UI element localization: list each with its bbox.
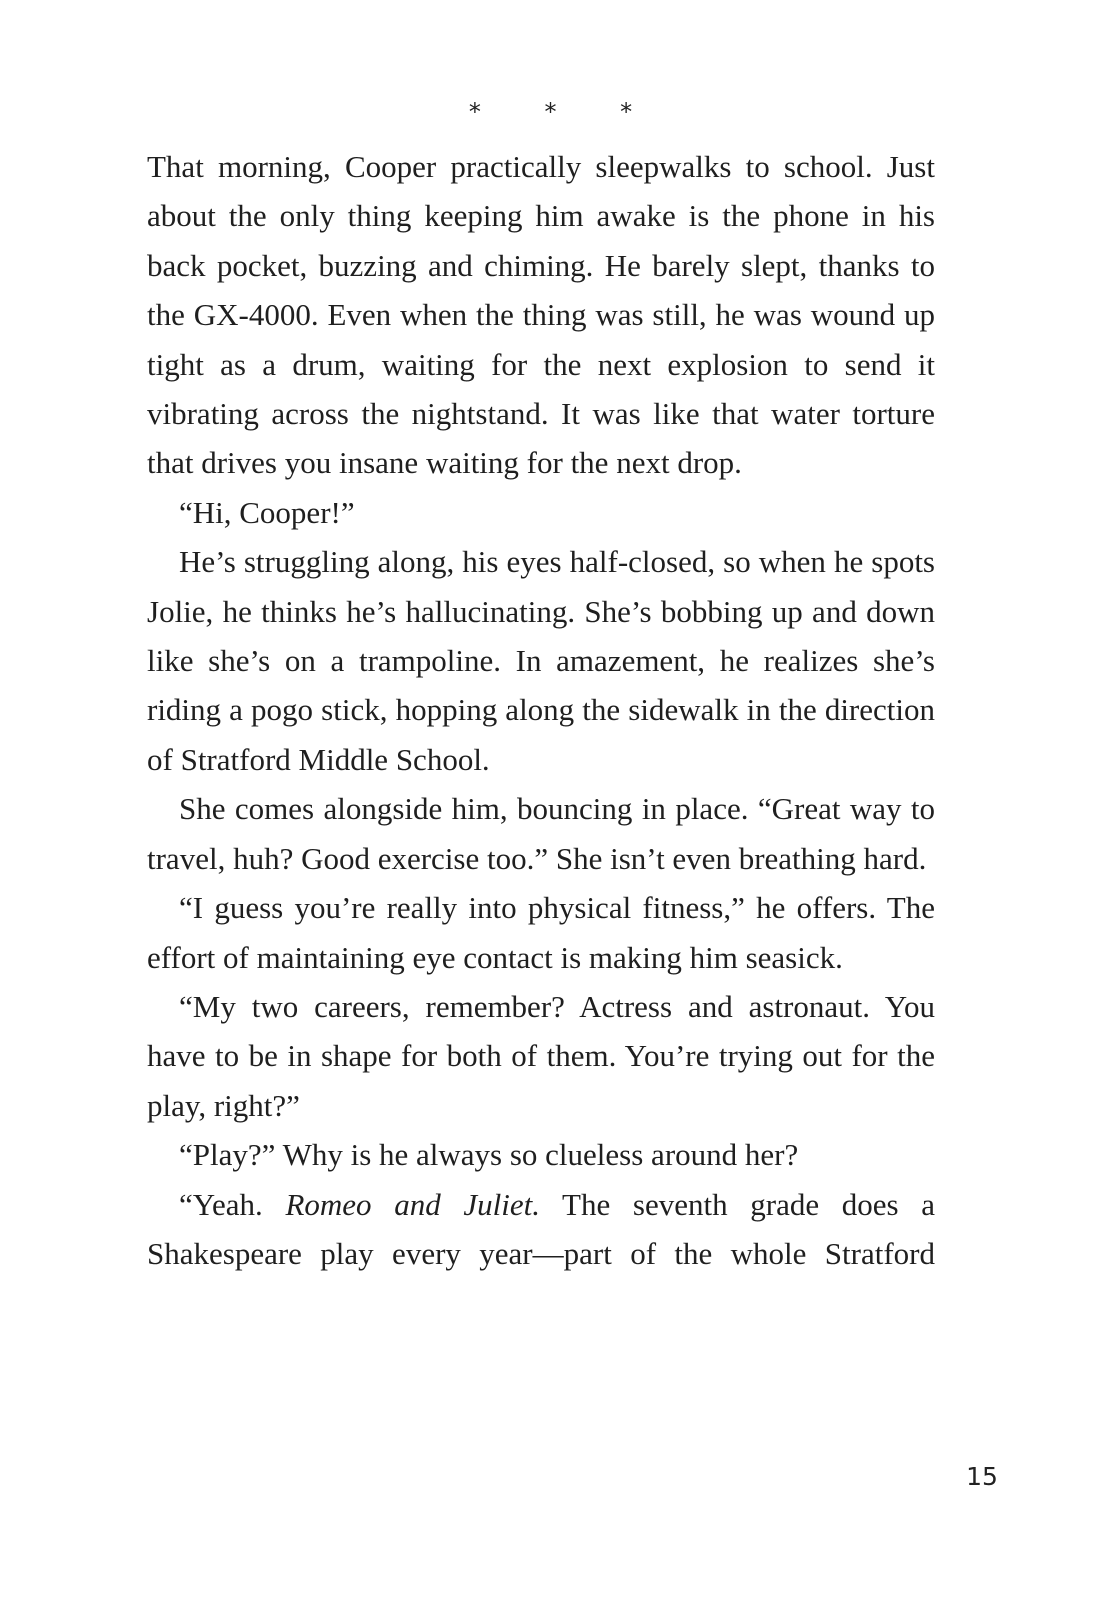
paragraph-last [147,1180,935,1279]
section-separator [0,98,1101,126]
paragraph: He’s struggling along, his eyes half-closed, so when he spots Jolie, he thinks he’s hallucinating. She’s bobbing up and down like she’s on a trampoline. In amazement, he realizes she’s riding a pogo stick, hopping along the sidewalk in the direction of Stratford Middle School. [147,544,935,777]
paragraph: She comes alongside him, bouncing in place. “Great way to travel, huh? Good exercise too.” She isn’t even breathing hard. [147,791,935,876]
paragraph-text: “Yeah. [179,1186,286,1222]
separator-asterisk: * [468,98,481,126]
paragraph-text: The seventh grade does a Shakespeare play every year—part of the whole Stratford [147,1186,935,1271]
paragraph: “My two careers, remember? Actress and astronaut. You have to be in shape for both of them. You’re trying out for the play, right?” [147,988,935,1123]
paragraph: That morning, Cooper practically sleepwalks to school. Just about the only thing keeping him awake is the phone in his back pocket, buzzing and chiming. He barely slept, thanks to the GX-4000. Even when the thing was still, he was wound up tight as a drum, waiting for the next explosion to send it vibrating across the nightstand. It was like that water torture that drives you insane waiting for the next drop. [147,149,935,481]
paragraph: “I guess you’re really into physical fitness,” he offers. The effort of maintaining eye contact is making him seasick. [147,890,935,975]
paragraph: “Play?” Why is he always so clueless around her? [179,1137,799,1173]
paragraph: “Hi, Cooper!” [179,494,355,530]
separator-asterisk: * [544,98,557,126]
body-text [147,142,935,1278]
separator-asterisk: * [620,98,633,126]
page-number: 15 [966,1462,998,1491]
play-title: Romeo and Juliet. [285,1186,540,1222]
